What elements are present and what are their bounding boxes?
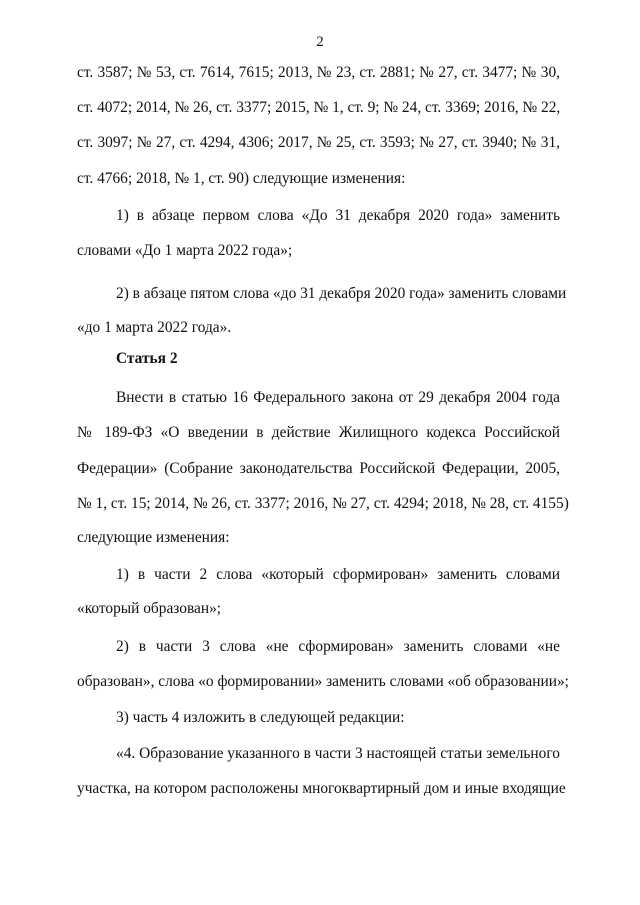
text-line: «до 1 марта 2022 года». — [77, 319, 232, 336]
text-line: ст. 3097; № 27, ст. 4294, 4306; 2017, № 25, ст. 3593; № 27, ст. 3940; № 31, — [77, 134, 560, 151]
text-line: 1) в абзаце первом слова «До 31 декабря 2020 года» заменить — [116, 207, 560, 224]
text-line: «4. Образование указанного в части 3 настоящей статьи земельного — [116, 745, 560, 762]
text-line: ст. 4072; 2014, № 26, ст. 3377; 2015, № 1, ст. 9; № 24, ст. 3369; 2016, № 22, — [77, 99, 561, 116]
text-line: № 1, ст. 15; 2014, № 26, ст. 3377; 2016, № 27, ст. 4294; 2018, № 28, ст. 4155) — [77, 495, 569, 512]
page-number: 2 — [316, 34, 324, 50]
text-line: участка, на котором расположены многоквартирный дом и иные входящие — [77, 780, 566, 797]
text-line: Федерации» (Собрание законодательства Российской Федерации, 2005, — [77, 460, 560, 477]
text-line: словами «До 1 марта 2022 года»; — [77, 242, 293, 259]
article-heading: Статья 2 — [116, 350, 178, 367]
text-line: № 189-ФЗ «О введении в действие Жилищного кодекса Российской — [77, 424, 560, 441]
text-line: ст. 3587; № 53, ст. 7614, 7615; 2013, № 23, ст. 2881; № 27, ст. 3477; № 30, — [77, 64, 560, 81]
text-line: 2) в абзаце пятом слова «до 31 декабря 2020 года» заменить словами — [116, 285, 567, 302]
text-line: следующие изменения: — [77, 529, 230, 546]
text-line: «который образован»; — [77, 600, 222, 617]
text-line: Внести в статью 16 Федерального закона от 29 декабря 2004 года — [116, 389, 560, 406]
text-line: ст. 4766; 2018, № 1, ст. 90) следующие изменения: — [77, 170, 406, 187]
text-line: 1) в части 2 слова «который сформирован» заменить словами — [116, 566, 560, 583]
text-line: 2) в части 3 слова «не сформирован» заменить словами «не — [116, 638, 560, 655]
text-line: 3) часть 4 изложить в следующей редакции: — [116, 709, 405, 726]
text-line: образован», слова «о формировании» заменить словами «об образовании»; — [77, 673, 569, 690]
